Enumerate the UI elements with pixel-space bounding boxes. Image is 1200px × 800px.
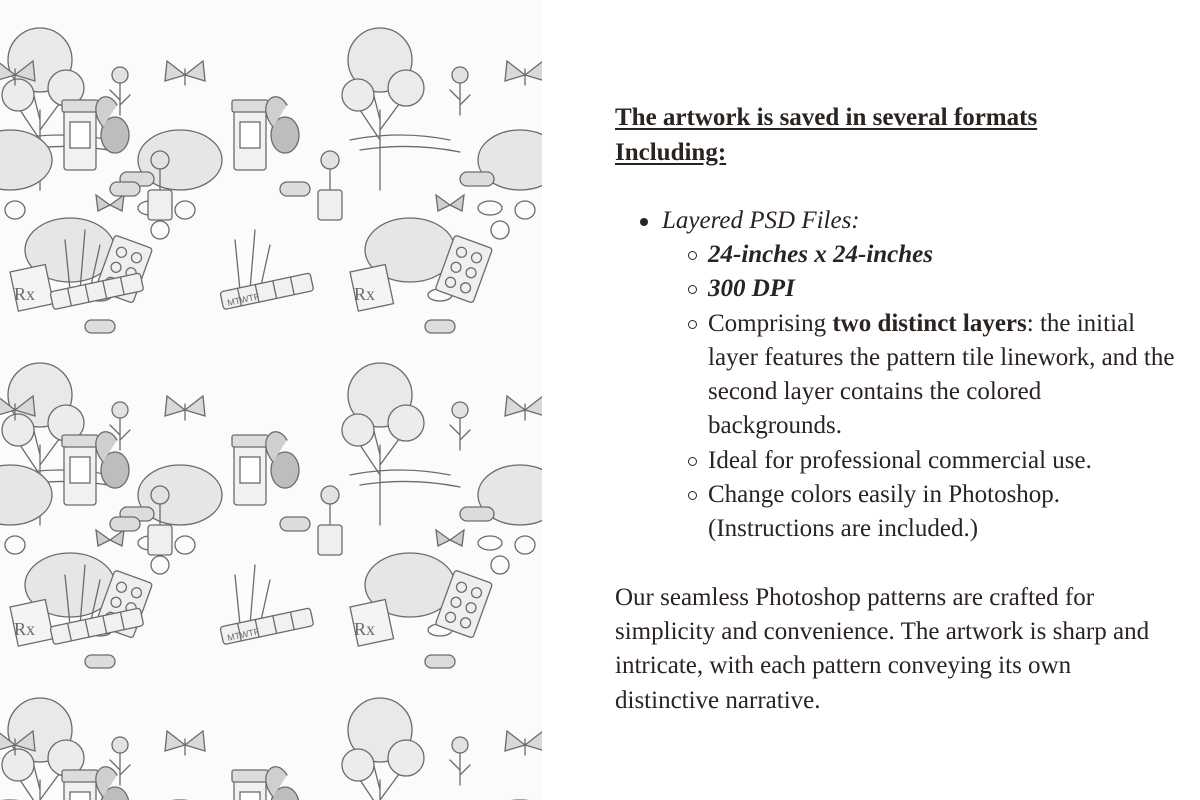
description-paragraph: Our seamless Photoshop patterns are crafted for simplicity and convenience. The artwork is sharp and intricate, with each pattern conveying its own distinctive narrative. (615, 583, 1150, 714)
rx-label: Rx (14, 619, 36, 639)
toile-pattern-artwork (0, 0, 542, 800)
format-label: Layered PSD Files: (662, 207, 860, 234)
layers-text-pre: Comprising (708, 309, 833, 337)
format-details-list (662, 238, 1175, 547)
organizer-label: MTWTF (226, 626, 261, 643)
list-item: Ideal for professional commercial use. (662, 444, 1175, 478)
heading-line-1: The artwork is saved in several formats (615, 104, 1038, 131)
formats-list (615, 204, 1175, 547)
layers-text-bold: two distinct layers (832, 309, 1027, 337)
list-item: 300 DPI (662, 272, 1175, 306)
product-description (615, 100, 1175, 718)
list-item (615, 204, 1175, 547)
list-item: 24-inches x 24-inches (662, 238, 1175, 272)
rx-label: Rx (354, 619, 376, 639)
list-item (662, 307, 1175, 444)
heading-line-2: Including: (615, 139, 727, 166)
layers-text-post: : the initial layer features the pattern tile linework, and the second layer contains the colored backgrounds. (708, 309, 1175, 440)
rx-label: Rx (354, 284, 376, 304)
rx-label: Rx (14, 284, 36, 304)
formats-heading (615, 100, 1175, 170)
list-item: Change colors easily in Photoshop. (Instructions are included.) (662, 478, 1175, 547)
organizer-label: MTWTF (226, 291, 261, 308)
